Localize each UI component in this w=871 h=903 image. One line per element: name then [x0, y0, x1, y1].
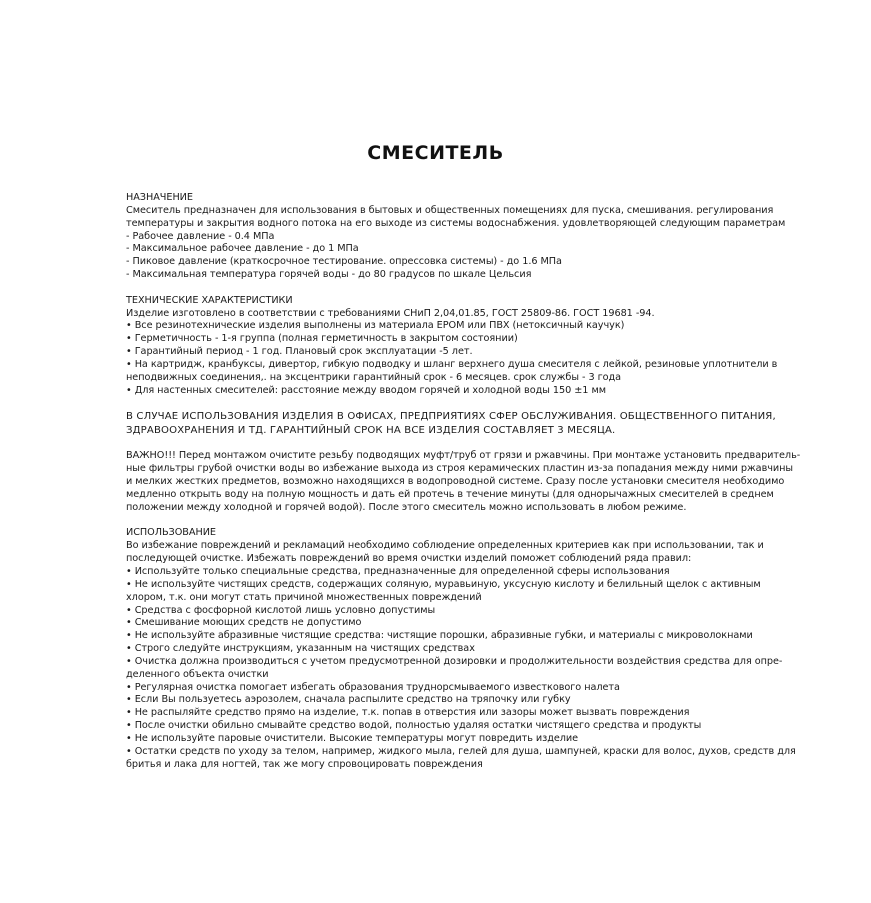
text-line: Во избежание повреждений и рекламаций необходимо соблюдение определенных критериев как при использовании, так и	[126, 540, 764, 552]
section-important	[126, 450, 801, 514]
text-line: - Максимальная температура горячей воды - до 80 градусов по шкале Цельсия	[126, 269, 532, 281]
list-item: • Для настенных смесителей: расстояние между вводом горячей и холодной воды 150 ±1 мм	[126, 384, 606, 396]
document-body	[126, 192, 801, 771]
page-title: СМЕСИТЕЛЬ	[367, 142, 504, 164]
list-item: • Все резинотехнические изделия выполнены из материала EPOM или ПВХ (нетоксичный каучук)	[126, 320, 625, 332]
text-line: - Максимальное рабочее давление - до 1 МПа	[126, 243, 359, 255]
list-item: • Герметичность - 1-я группа (полная герметичность в закрытом состоянии)	[126, 333, 518, 345]
text-line: ные фильтры грубой очистки воды во избежание выхода из строя керамических пластин из-за попадания между ними ржавчины	[126, 463, 794, 475]
text-line: деленного объекта очистки	[126, 668, 269, 680]
section-purpose	[126, 192, 786, 282]
list-item: • Очистка должна производиться с учетом предусмотренной дозировки и продолжительности воздействия средства для опре-	[126, 655, 783, 667]
section-heading-purpose: НАЗНАЧЕНИЕ	[126, 192, 193, 203]
text-line: - Пиковое давление (краткосрочное тестирование. опрессовка системы) - до 1.6 МПа	[126, 256, 562, 268]
text-line: хлором, т.к. они могут стать причиной множественных повреждений	[126, 591, 482, 603]
spacer	[126, 515, 766, 528]
text-line: - Рабочее давление - 0.4 МПа	[126, 230, 275, 242]
section-heading-usage: ИСПОЛЬЗОВАНИЕ	[126, 527, 216, 539]
list-item: • Не используйте чистящих средств, содержащих соляную, муравьиную, уксусную кислоту и белильный щелок с активным	[126, 578, 761, 590]
text-line: температуры и закрытия водного потока на его выходе из системы водоснабжения. удовлетворяющей следующим параметрам	[126, 217, 786, 229]
text-line: последующей очистке. Избежать повреждений во время очистки изделий поможет соблюдений ряда правил:	[126, 553, 692, 565]
text-line: Смеситель предназначен для использования в бытовых и общественных помещениях для пуска, смешивания. регулирования	[126, 204, 774, 216]
text-line: медленно открыть воду на полную мощность и дать ей протечь в течение минуты (для однорычажных смесителей в среднем	[126, 488, 774, 500]
notice-line: ЗДРАВООХРАНЕНИЯ И ТД. ГАРАНТИЙНЫЙ СРОК НА ВСЕ ИЗДЕЛИЯ СОСТАВЛЯЕТ 3 МЕСЯЦА.	[126, 424, 616, 436]
list-item: • Средства с фосфорной кислотой лишь условно допустимы	[126, 604, 436, 616]
spacer	[126, 438, 766, 451]
text-line: и мелких жестких предметов, возможно находящихся в водопроводной системе. Сразу после установки смесителя необходимо	[126, 476, 785, 488]
text-line: неподвижных соединения,. на эксцентрики гарантийный срок - 6 месяцев. срок службы - 3 года	[126, 371, 622, 383]
section-heading-specs: ТЕХНИЧЕСКИЕ ХАРАКТЕРИСТИКИ	[126, 294, 293, 306]
list-item: • Не используйте паровые очистители. Высокие температуры могут повредить изделие	[126, 732, 579, 744]
list-item: • Смешивание моющих средств не допустимо	[126, 617, 362, 629]
list-item: • Если Вы пользуетесь аэрозолем, сначала распылите средство на тряпочку или губку	[126, 694, 571, 706]
list-item: • Остатки средств по уходу за телом, например, жидкого мыла, гелей для душа, шампуней, краски для волос, духов, средств для	[126, 745, 796, 757]
list-item: • Строго следуйте инструкциям, указанным на чистящих средствах	[126, 643, 475, 655]
list-item: • На картридж, кранбуксы, дивертор, гибкую подводку и шланг верхнего душа смесителя с лейкой, резиновые уплотнители в	[126, 358, 778, 370]
text-line: положении между холодной и горячей водой). После этого смеситель можно использовать в любом режиме.	[126, 501, 687, 513]
list-item: • Регулярная очистка помогает избегать образования труднорсмываемого известкового налета	[126, 681, 620, 693]
spacer	[126, 282, 766, 295]
text-line: Изделие изготовлено в соответствии с требованиями СНиП 2,04,01.85, ГОСТ 25809-86. ГОСТ 19681 -94.	[126, 307, 655, 319]
notice-line: В СЛУЧАЕ ИСПОЛЬЗОВАНИЯ ИЗДЕЛИЯ В ОФИСАХ, ПРЕДПРИЯТИЯХ СФЕР ОБСЛУЖИВАНИЯ. ОБЩЕСТВЕННОГО ПИТАНИЯ,	[126, 411, 776, 423]
section-warranty-notice	[126, 410, 776, 437]
section-usage	[126, 527, 796, 771]
list-item: • Не распыляйте средство прямо на изделие, т.к. попав в отверстия или зазоры может вызвать повреждения	[126, 707, 690, 719]
list-item: • Используйте только специальные средства, предназначенные для определенной сферы использования	[126, 565, 670, 577]
spacer	[126, 398, 766, 411]
text-line: бритья и лака для ногтей, так же могу спровоцировать повреждения	[126, 758, 483, 770]
text-line: ВАЖНО!!! Перед монтажом очистите резьбу подводящих муфт/труб от грязи и ржавчины. При монтаже установить предваритель-	[126, 450, 801, 462]
section-specs	[126, 294, 778, 398]
list-item: • Не используйте абразивные чистящие средства: чистящие порошки, абразивные губки, и материалы с микроволокнами	[126, 630, 753, 642]
list-item: • После очистки обильно смывайте средство водой, полностью удаляя остатки чистящего средства и продукты	[126, 720, 702, 732]
list-item: • Гарантийный период - 1 год. Плановый срок эксплуатации -5 лет.	[126, 346, 473, 358]
